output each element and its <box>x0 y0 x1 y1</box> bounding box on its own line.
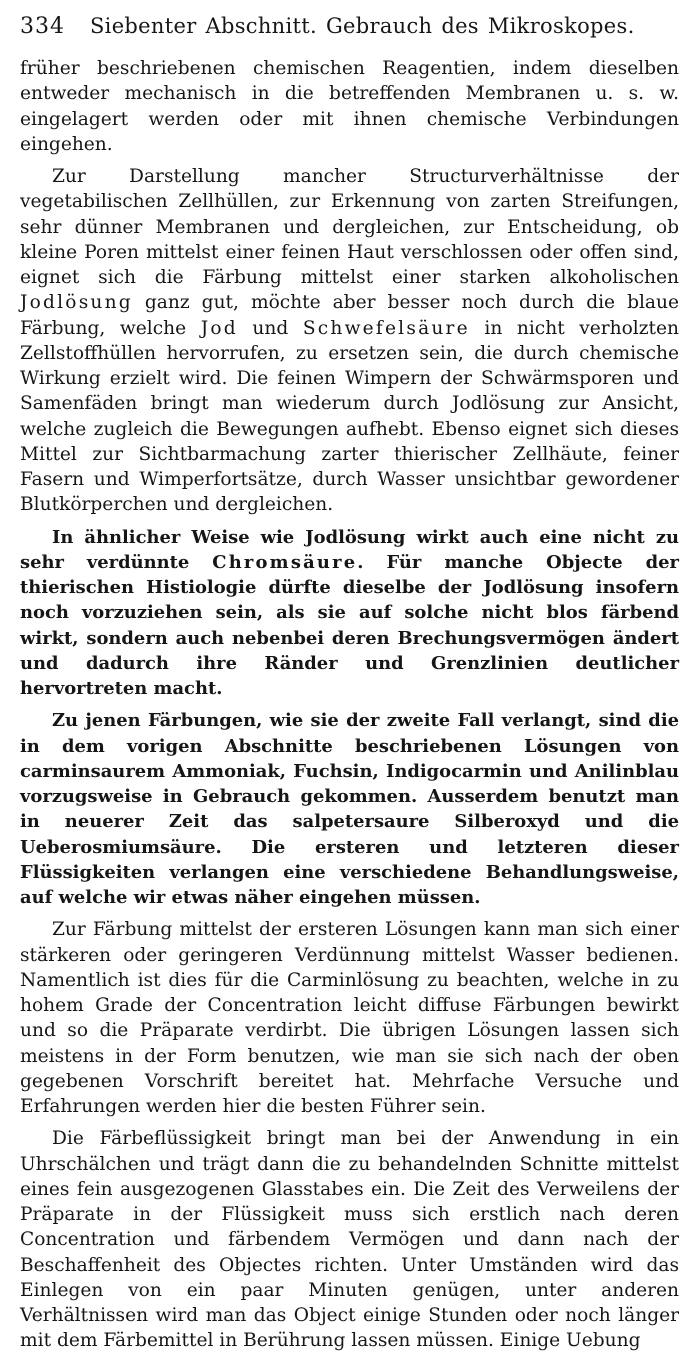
text-run: früher beschriebenen chemischen Reagentien, indem dieselben entweder mechanisch in die betreffenden Membranen u. s. w. eingelagert werden oder mit ihnen chemische Verbindungen eingehen. <box>20 58 679 155</box>
text-run: ganz gut, möchte aber besser noch durch die blaue Färbung, welche <box>20 292 679 339</box>
body-text <box>20 56 679 1354</box>
text-run: in nicht verholzten Zellstoffhüllen hervorrufen, zu ersetzen sein, die durch chemische Wirkung erzielt wird. Die feinen Wimpern der Schwärmsporen und Samenfäden bringt man wiederum durch Jodlösung zur Ansicht, welche zugleich die Bewegungen aufhebt. Ebenso eignet sich dieses Mittel zur Sichtbarmachung zarter thierischer Zellhäute, feiner Fasern und Wimperfortsätze, durch Wasser unsichtbar gewordener Blutkörperchen und dergleichen. <box>20 317 679 516</box>
spaced-emphasis: Chromsäure <box>212 551 358 573</box>
paragraph <box>20 56 679 157</box>
text-run: In ähnlicher Weise wie Jodlösung wirkt auch eine nicht zu sehr verdünnte <box>20 526 679 573</box>
spaced-emphasis: Schwefelsäure <box>302 317 470 339</box>
spaced-emphasis: Jod <box>200 317 238 339</box>
running-title: Siebenter Abschnitt. Gebrauch des Mikroskopes. <box>90 14 635 38</box>
text-run: . Für manche Objecte der thierischen Histiologie dürfte dieselbe der Jodlösung insofern noch vorzuziehen sein, als sie auf solche nicht blos färbend wirkt, sondern auch nebenbei deren Brechungsvermögen ändert und dadurch ihre Ränder und Grenzlinien deutlicher hervortreten macht. <box>20 551 679 699</box>
paragraph <box>20 708 679 910</box>
paragraph <box>20 525 679 702</box>
paragraph <box>20 164 679 518</box>
paragraph <box>20 1126 679 1353</box>
spaced-emphasis: Jodlösung <box>20 292 133 314</box>
text-run: Zur Darstellung mancher Structurverhältnisse der vegetabilischen Zellhüllen, zur Erkennung von zarten Streifungen, sehr dünner Membranen und dergleichen, zur Entscheidung, ob kleine Poren mittelst einer feinen Haut verschlossen oder offen sind, eignet sich die Färbung mittelst einer starken alkoholischen <box>20 166 679 288</box>
page-header <box>20 14 679 50</box>
text-run: und <box>237 317 303 339</box>
text-run: Zu jenen Färbungen, wie sie der zweite Fall verlangt, sind die in dem vorigen Abschnitte beschriebenen Lösungen von carminsaurem Ammoniak, Fuchsin, Indigocarmin und Anilinblau vorzugsweise in Gebrauch gekommen. Ausserdem benutzt man in neuerer Zeit das salpetersaure Silberoxyd und die Ueberosmiumsäure. Die ersteren und letzteren dieser Flüssigkeiten verlangen eine verschiedene Behandlungsweise, auf welche wir etwas näher eingehen müssen. <box>20 710 679 908</box>
text-run: Die Färbeflüssigkeit bringt man bei der Anwendung in ein Uhrschälchen und trägt dann die zu behandelnden Schnitte mittelst eines fein ausgezogenen Glasstabes ein. Die Zeit des Verweilens der Präparate in der Flüssigkeit muss sich erstlich nach deren Concentration und färbendem Vermögen und dann nach der Beschaffenheit des Objectes richten. Unter Umständen wird das Einlegen von ein paar Minuten genügen, unter anderen Verhältnissen wird man das Object einige Stunden oder noch länger mit dem Färbemittel in Berührung lassen müssen. Einige Uebung <box>20 1128 679 1352</box>
text-run: Zur Färbung mittelst der ersteren Lösungen kann man sich einer stärkeren oder geringeren Verdünnung mittelst Wasser bedienen. Namentlich ist dies für die Carminlösung zu beachten, welche in zu hohem Grade der Concentration leicht diffuse Färbungen bewirkt und so die Präparate verdirbt. Die übrigen Lösungen lassen sich meistens in der Form benutzen, wie man sie sich nach der oben gegebenen Vorschrift bereitet hat. Mehrfache Versuche und Erfahrungen werden hier die besten Führer sein. <box>20 919 679 1117</box>
paragraph <box>20 917 679 1119</box>
page-number: 334 <box>20 14 65 39</box>
